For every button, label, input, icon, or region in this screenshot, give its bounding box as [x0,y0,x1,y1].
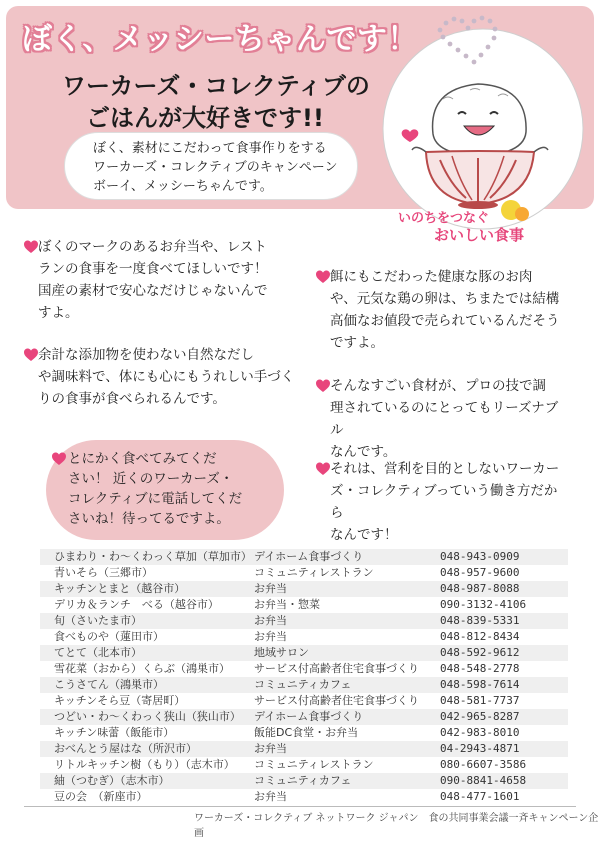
directory-service-type: サービス付高齢者住宅食事づくり [254,694,419,707]
directory-phone: 090-3132-4106 [440,598,527,611]
directory-phone: 042-983-8010 [440,726,520,739]
directory-row [40,613,568,629]
directory-name: 紬（つむぎ）（志木市） [40,773,254,789]
intro-text: ぼく、素材にこだわって食事作りをする ワーカーズ・コレクティブのキャンペーン ボーイ、メッシーちゃんです。 [93,141,338,194]
directory-name: 雪花菜（おから）くらぶ（鴻巣市） [54,662,230,675]
directory-phone: 04-2943-4871 [440,741,568,757]
directory-row [40,629,568,645]
directory-row [40,581,568,597]
main-title: ぼく、メッシーちゃんです！ [22,22,418,57]
directory-phone: 048-598-7614 [440,677,568,693]
directory-name: 食べものや（蓮田市） [54,630,164,643]
directory-name: キッチンそら豆（寄居町） [54,694,186,707]
directory-name: キッチンとまと（越谷市） [40,581,254,597]
directory-service-type: 飯能DC食堂・お弁当 [254,726,359,739]
right-paragraph-1: 餌にもこだわった健康な豚のお肉 や、元気な鶏の卵は、ちまたでは結構 高価なお値段で売られているんだそう ですよ。 [330,269,560,351]
directory-row [40,757,568,773]
directory-phone: 048-477-1601 [440,790,520,803]
directory-phone: 048-812-8434 [440,630,520,643]
directory-service-type: コミュニティカフェ [254,773,440,789]
right-paragraph-2: そんなすごい食材が、プロの技で調 理されているのにとってもリーズナブル なんです。 [330,378,559,460]
directory-phone: 090-8841-4658 [440,773,568,789]
logo-text-line-2: おいしい食事 [434,226,525,244]
directory-row [40,709,568,725]
heart-bullet-icon [316,379,330,393]
directory-service-type: お弁当・惣菜 [254,598,320,611]
directory-row [40,549,568,565]
directory-name: おべんとう屋はな（所沢市） [40,741,254,757]
directory-phone: 048-839-5331 [440,613,568,629]
directory-phone: 048-987-8088 [440,581,568,597]
directory-service-type: デイホーム食事づくり [254,709,440,725]
heart-bullet-icon [24,240,38,254]
directory-row [40,693,568,709]
directory-phone: 048-581-7737 [440,694,520,707]
heart-bullet-icon [316,462,330,476]
directory-name: 旬（さいたま市） [40,613,254,629]
directory-name: ひまわり・わ～くわっく草加（草加市） [40,549,254,565]
directory-name: こうさてん（鴻巣市） [40,677,254,693]
intro-speech-bubble [64,132,358,200]
directory-name: てとて（北本市） [40,645,254,661]
directory-service-type: サービス付高齢者住宅食事づくり [254,662,419,675]
directory-service-type: お弁当 [254,790,287,803]
left-paragraph-2: 余計な添加物を使わない自然なだし や調味料で、体にも心にもうれしい手づく りの食事が食べられるんです。 [38,347,295,407]
directory-row [40,789,568,805]
directory-name: リトルキッチン樹（もり）（志木市） [54,758,235,771]
callout-text: とにかく食べてみてくだ さい！ 近くのワーカーズ・ コレクティブに電話してくだ さいね！待ってるですよ。 [68,451,243,527]
directory-row [40,725,568,741]
directory-service-type: コミュニティレストラン [254,758,374,771]
subtitle-line-1: ワーカーズ・コレクティブの [62,72,370,100]
directory-row [40,741,568,757]
directory-service-type: お弁当 [254,630,287,643]
directory-row [40,677,568,693]
heart-bullet-icon [24,348,38,362]
subtitle-line-2: ごはんが大好きです!! [86,104,324,132]
directory-phone: 048-592-9612 [440,645,568,661]
directory-name: キッチン味蕾（飯能市） [54,726,175,739]
heart-bullet-icon [52,452,66,466]
mascot-messy-chan-illustration [348,4,598,244]
directory-row [40,661,568,677]
directory-name: つどい・わ～くわっく狭山（狭山市） [40,709,254,725]
callout-bubble [46,440,284,540]
directory-row [40,773,568,789]
directory-table [40,549,568,805]
directory-phone: 048-548-2778 [440,662,520,675]
directory-phone: 080-6607-3586 [440,758,527,771]
directory-service-type: お弁当 [254,741,440,757]
left-paragraph-1: ぼくのマークのあるお弁当や、レスト ランの食事を一度食べてほしいです！ 国産の素材で安心なだけじゃないんで すよ。 [38,239,268,321]
heart-bullet-icon [316,270,330,284]
footer-divider [24,806,576,807]
directory-service-type: お弁当 [254,581,440,597]
directory-phone: 048-957-9600 [440,566,520,579]
logo-text-line-1: いのちをつなぐ [398,211,490,226]
directory-phone: 048-943-0909 [440,549,568,565]
directory-name: 豆の会 （新座市） [54,790,148,803]
directory-name: 青いそら（三郷市） [54,566,153,579]
footer-credit: ワーカーズ・コレクティブ ネットワーク ジャパン 食の共同事業会議一斉キャンペーン企画 [194,813,599,839]
directory-service-type: コミュニティカフェ [254,677,440,693]
directory-phone: 042-965-8287 [440,709,568,725]
directory-name: デリカ＆ランチ べる（越谷市） [54,598,219,611]
directory-service-type: お弁当 [254,613,440,629]
directory-service-type: デイホーム食事づくり [254,549,440,565]
right-paragraph-3: それは、営利を目的としないワーカー ズ・コレクティブっていう働き方だから なんです！ [330,461,560,543]
directory-row [40,597,568,613]
directory-service-type: 地域サロン [254,645,440,661]
directory-service-type: コミュニティレストラン [254,566,374,579]
directory-row [40,645,568,661]
directory-row [40,565,568,581]
